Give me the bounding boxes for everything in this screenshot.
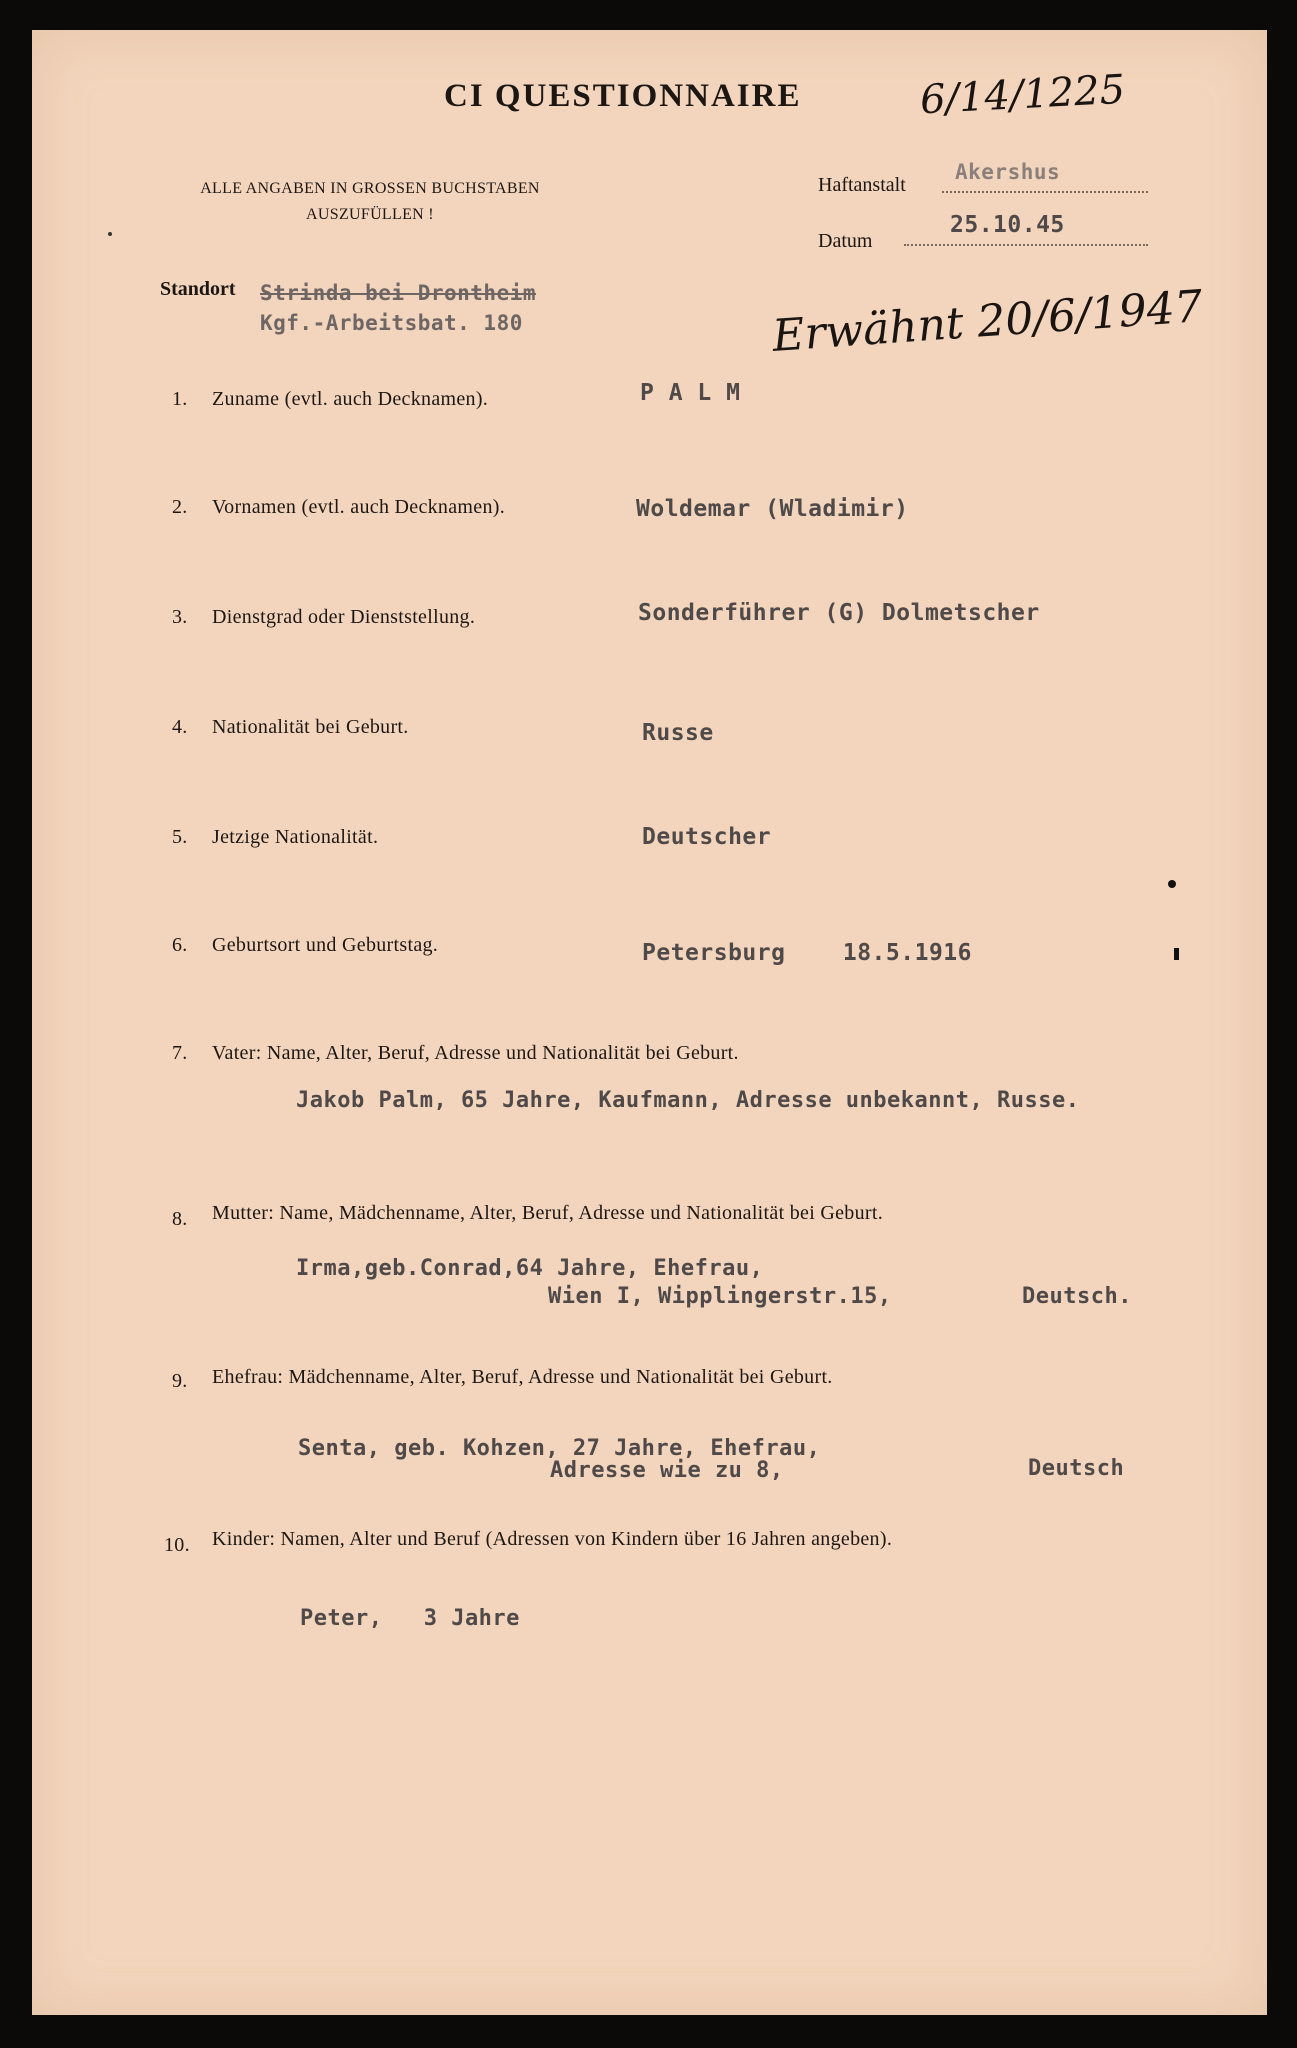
instruction-line-1: ALLE ANGABEN IN GROSSEN BUCHSTABEN — [200, 180, 540, 197]
erwahnt-handwritten-note: Erwähnt 20/6/1947 — [770, 281, 1205, 362]
q10-label: Kinder: Namen, Alter und Beruf (Adressen von Kindern über 16 Jahren angeben). — [212, 1528, 893, 1550]
datum-label: Datum — [818, 230, 873, 252]
q7-label: Vater: Name, Alter, Beruf, Adresse und Nationalität bei Geburt. — [212, 1042, 739, 1064]
q9-answer-line-2: Adresse wie zu 8, — [550, 1458, 784, 1483]
q4-answer: Russe — [642, 720, 714, 746]
q3-label: Dienstgrad oder Dienststellung. — [212, 606, 476, 628]
q8-answer-line-2: Wien I, Wipplingerstr.15, — [548, 1284, 892, 1309]
ink-speck — [1168, 880, 1176, 888]
haftanstalt-label: Haftanstalt — [818, 174, 906, 196]
q3-number: 3. — [172, 606, 188, 628]
q8-number: 8. — [172, 1208, 188, 1230]
haftanstalt-value: Akershus — [955, 160, 1061, 184]
datum-line — [904, 244, 1148, 246]
q8-answer-line-1: Irma,geb.Conrad,64 Jahre, Ehefrau, — [296, 1256, 764, 1281]
q1-label: Zuname (evtl. auch Decknamen). — [212, 388, 489, 410]
standort-struck-value: Strinda bei Drontheim — [260, 281, 537, 305]
q4-label: Nationalität bei Geburt. — [212, 716, 409, 738]
q3-answer: Sonderführer (G) Dolmetscher — [638, 600, 1040, 626]
q6-number: 6. — [172, 934, 188, 956]
q6-label: Geburtsort und Geburtstag. — [212, 934, 439, 956]
standort-value: Kgf.-Arbeitsbat. 180 — [260, 311, 523, 335]
ink-speck — [108, 232, 112, 236]
q9-number: 9. — [172, 1370, 188, 1392]
q9-answer-line-1: Senta, geb. Kohzen, 27 Jahre, Ehefrau, — [298, 1436, 821, 1461]
q5-answer: Deutscher — [642, 824, 772, 850]
page-title: CI QUESTIONNAIRE — [444, 78, 802, 114]
q5-number: 5. — [172, 826, 188, 848]
q7-answer: Jakob Palm, 65 Jahre, Kaufmann, Adresse unbekannt, Russe. — [296, 1088, 1080, 1113]
q5-label: Jetzige Nationalität. — [212, 826, 379, 848]
haftanstalt-line — [942, 191, 1148, 193]
q8-label: Mutter: Name, Mädchenname, Alter, Beruf, Adresse und Nationalität bei Geburt. — [212, 1202, 883, 1224]
q10-number: 10. — [164, 1534, 190, 1556]
q2-number: 2. — [172, 496, 188, 518]
q6-answer: Petersburg 18.5.1916 — [642, 940, 972, 966]
instruction-line-2: AUSZUFÜLLEN ! — [306, 206, 434, 223]
ink-speck — [1174, 948, 1179, 960]
q9-label: Ehefrau: Mädchenname, Alter, Beruf, Adresse und Nationalität bei Geburt. — [212, 1366, 833, 1388]
q4-number: 4. — [172, 716, 188, 738]
q2-answer: Woldemar (Wladimir) — [636, 496, 909, 522]
q2-label: Vornamen (evtl. auch Decknamen). — [212, 496, 506, 518]
instructions — [160, 176, 580, 228]
file-number-handwritten: 6/14/1225 — [918, 66, 1127, 124]
datum-value: 25.10.45 — [950, 212, 1065, 238]
q8-answer-nationality: Deutsch. — [1022, 1284, 1132, 1309]
q7-number: 7. — [172, 1042, 188, 1064]
q9-answer-nationality: Deutsch — [1028, 1456, 1125, 1481]
q1-number: 1. — [172, 388, 188, 410]
q1-answer: P A L M — [640, 380, 741, 406]
standort-label: Standort — [160, 278, 236, 300]
q10-answer: Peter, 3 Jahre — [300, 1606, 520, 1631]
